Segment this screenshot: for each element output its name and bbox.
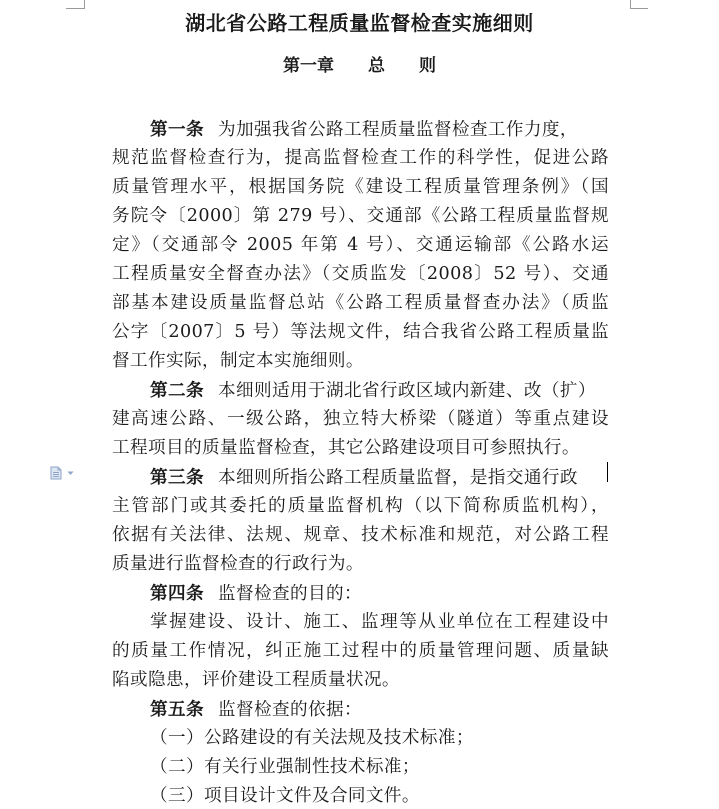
crop-mark-top-left-horizontal xyxy=(66,8,84,9)
article-4 xyxy=(112,579,609,608)
paragraph-line xyxy=(112,579,609,608)
document-icon xyxy=(49,466,63,480)
paragraph-line: 掌握建设、设计、施工、监理等从业单位在工程建设中 xyxy=(150,612,609,632)
paragraph-line: 部基本建设质量监督总站《公路工程质量督查办法》（质监 xyxy=(112,293,609,313)
article-2 xyxy=(112,376,609,463)
line-text: 本细则适用于湖北省行政区域内新建、改（扩） xyxy=(217,381,596,401)
list-item: （三）项目设计文件及合同文件。 xyxy=(150,786,420,806)
article-heading: 第四条 xyxy=(150,583,204,604)
paragraph-line: 建高速公路、一级公路，独立特大桥梁（隧道）等重点建设 xyxy=(112,409,609,429)
article-1 xyxy=(112,115,609,376)
article-3 xyxy=(112,463,609,579)
paragraph-line: 公字〔2007〕5 号）等法规文件，结合我省公路工程质量监 xyxy=(112,322,609,342)
crop-mark-top-left-vertical xyxy=(84,0,85,9)
list-item: （二）有关行业强制性技术标准； xyxy=(150,757,420,777)
paragraph-line: 质量管理水平，根据国务院《建设工程质量管理条例》（国 xyxy=(112,177,609,197)
paragraph-line: 质量进行监督检查的行政行为。 xyxy=(112,554,364,574)
line-text: 监督检查的依据： xyxy=(217,700,362,720)
paragraph-line: 陷或隐患，评价建设工程质量状况。 xyxy=(112,670,400,690)
paragraph-line xyxy=(112,376,609,405)
line-text: 监督检查的目的： xyxy=(217,584,362,604)
paragraph-line xyxy=(112,115,609,144)
document-title: 湖北省公路工程质量监督检查实施细则 xyxy=(185,11,534,35)
document-body xyxy=(112,115,609,809)
crop-mark-top-right-vertical xyxy=(630,0,631,9)
paragraph-line: 工程质量安全督查办法》（交质监发〔2008〕52 号）、交通 xyxy=(112,264,609,284)
article-heading: 第五条 xyxy=(150,699,204,720)
paragraph-options-button[interactable] xyxy=(49,466,75,480)
article-heading: 第二条 xyxy=(150,380,204,401)
paragraph-line: 的质量工作情况，纠正施工过程中的质量管理问题、质量缺 xyxy=(112,641,609,661)
text-cursor xyxy=(607,462,608,482)
paragraph-line: 定》（交通部令 2005 年第 4 号）、交通运输部《公路水运 xyxy=(112,235,609,255)
paragraph-line: 规范监督检查行为，提高监督检查工作的科学性，促进公路 xyxy=(112,148,609,168)
paragraph-line xyxy=(112,463,609,492)
chevron-down-icon xyxy=(67,471,74,476)
list-item: （一）公路建设的有关法规及技术标准； xyxy=(150,728,474,748)
line-text: 本细则所指公路工程质量监督，是指交通行政 xyxy=(217,468,578,488)
article-heading: 第一条 xyxy=(150,119,204,140)
paragraph-line: 主管部门或其委托的质量监督机构（以下简称质监机构）， xyxy=(112,496,609,516)
line-text: 为加强我省公路工程质量监督检查工作力度， xyxy=(217,120,578,140)
paragraph-line: 工程项目的质量监督检查，其它公路建设项目可参照执行。 xyxy=(112,438,580,458)
paragraph-line: 依据有关法律、法规、规章、技术标准和规范，对公路工程 xyxy=(112,525,609,545)
article-4-content xyxy=(112,608,609,695)
paragraph-line: 务院令〔2000〕第 279 号）、交通部《公路工程质量监督规 xyxy=(112,206,609,226)
article-5 xyxy=(112,695,609,724)
crop-mark-top-right-horizontal xyxy=(630,8,648,9)
chapter-heading: 第一章 总 则 xyxy=(283,56,436,76)
article-heading: 第三条 xyxy=(150,467,204,488)
paragraph-line xyxy=(112,695,609,724)
paragraph-line: 督工作实际，制定本实施细则。 xyxy=(112,351,364,371)
